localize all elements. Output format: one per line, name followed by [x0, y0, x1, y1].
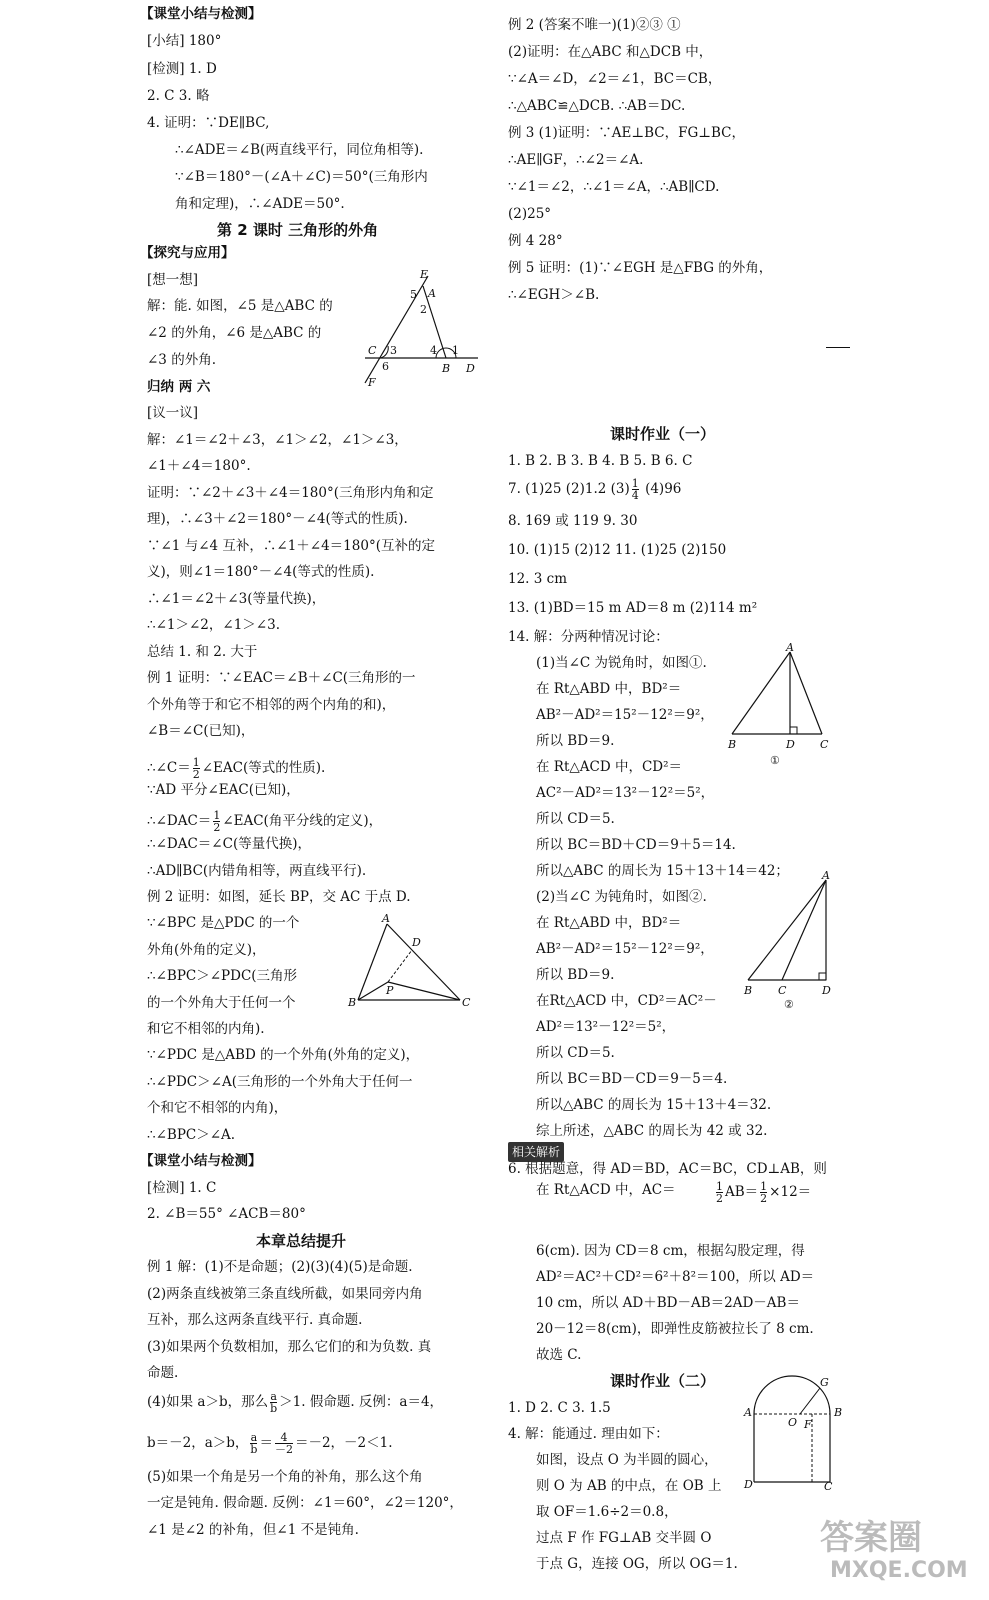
label-c: C	[778, 984, 787, 997]
text-line: 第 2 课时 三角形的外角	[217, 221, 379, 239]
figure-number-2: ②	[784, 998, 794, 1011]
text-span: ∴∠C＝	[147, 760, 191, 776]
text-line: 在 Rt△ABD 中，BD²＝	[536, 915, 682, 931]
text-line: 一定是钝角. 假命题. 反例：∠1＝60°，∠2＝120°，	[147, 1495, 463, 1511]
text-line-with-fraction	[147, 757, 325, 780]
text-span: ∴∠DAC＝	[147, 813, 212, 829]
label-e: E	[420, 268, 429, 281]
fraction: $\frac{a}{b}$	[270, 1390, 278, 1415]
text-line: 例 2 (答案不唯一)(1)②③ ①	[508, 17, 681, 33]
text-line: AB²－AD²＝15²－12²＝9²，	[536, 707, 714, 723]
text-line: 故选 C.	[536, 1347, 582, 1363]
label-2: 2	[420, 303, 427, 316]
text-span: ＝	[259, 1435, 273, 1451]
label-a: A	[744, 1406, 752, 1419]
text-line: 外角(外角的定义)，	[147, 942, 266, 958]
text-line: 则 O 为 AB 的中点，在 OB 上	[536, 1478, 722, 1494]
text-line: ∴△ABC≌△DCB. ∴AB＝DC.	[508, 98, 686, 114]
text-line: 所以 BC＝BD＋CD＝9＋5＝14.	[536, 837, 736, 853]
fraction: $\frac{a}{b}$	[250, 1431, 258, 1456]
figure-acute-triangle	[726, 642, 836, 772]
label-d: D	[412, 936, 421, 949]
text-line: 4. 证明：∵DE∥BC,	[147, 115, 270, 131]
text-line: (5)如果一个角是另一个角的补角，那么这个角	[147, 1469, 423, 1485]
text-span: (4)如果 a＞b，那么	[147, 1394, 269, 1410]
label-a: A	[786, 641, 794, 654]
text-span: (4)96	[640, 481, 682, 497]
text-line-with-fraction	[147, 1432, 393, 1455]
text-line: (2)证明：在△ABC 和△DCB 中，	[508, 44, 713, 60]
text-line: ∠B＝∠C(已知)，	[147, 723, 255, 739]
text-line: AD²＝AC²＋CD²＝6²＋8²＝100，所以 AD＝	[536, 1269, 815, 1285]
label-b: B	[442, 362, 451, 375]
text-line: 归纳 两 六	[147, 379, 211, 395]
text-line: 6(cm). 因为 CD＝8 cm，根据勾股定理，得	[536, 1243, 805, 1259]
text-line: 在 Rt△ACD 中，AC＝	[536, 1182, 676, 1198]
text-line: 2. ∠B＝55° ∠ACB＝80°	[147, 1206, 306, 1222]
text-line: ∵∠PDC 是△ABD 的一个外角(外角的定义)，	[147, 1047, 420, 1063]
text-line: ∴∠EGH＞∠B.	[508, 287, 600, 303]
text-line-with-fraction	[147, 810, 382, 833]
label-b: B	[744, 984, 753, 997]
text-span: ×12＝	[769, 1184, 812, 1200]
fraction: $\frac{4}{-2}$	[274, 1431, 293, 1456]
text-line: 理)，∴∠3＋∠2＝180°－∠4(等式的性质).	[147, 511, 408, 527]
label-1: 1	[452, 344, 459, 357]
text-line: 本章总结提升	[256, 1232, 347, 1250]
text-line: 【课堂小结与检测】	[140, 6, 262, 22]
text-line: 义)，则∠1＝180°－∠4(等式的性质).	[147, 564, 375, 580]
text-line: 2. C 3. 略	[147, 88, 210, 104]
section-badge: 相关解析	[508, 1142, 564, 1162]
text-line: 例 2 证明：如图，延长 BP，交 AC 于点 D.	[147, 889, 411, 905]
watermark-bottom: MXQE.COM	[830, 1558, 968, 1583]
text-line: 20－12＝8(cm)，即弹性皮筋被拉长了 8 cm.	[536, 1321, 814, 1337]
figure-obtuse-triangle	[740, 870, 840, 1010]
fraction: $\frac{1}{2}$	[716, 1180, 723, 1205]
label-3: 3	[390, 344, 397, 357]
label-g: G	[820, 1376, 829, 1389]
label-d: D	[822, 984, 831, 997]
label-d: D	[744, 1478, 753, 1491]
label-b: B	[834, 1406, 843, 1419]
text-line: 8. 169 或 119 9. 30	[508, 513, 638, 529]
text-line: 总结 1. 和 2. 大于	[147, 644, 258, 660]
text-line: 10 cm，所以 AD＋BD－AB＝2AD－AB＝	[536, 1295, 800, 1311]
text-line: 过点 F 作 FG⊥AB 交半圆 O	[536, 1530, 712, 1546]
text-line: (2)25°	[508, 206, 552, 222]
text-line: 1. D 2. C 3. 1.5	[508, 1400, 611, 1416]
text-line: 例 1 证明：∵∠EAC＝∠B＋∠C(三角形的一	[147, 670, 416, 686]
text-line: 和它不相邻的内角).	[147, 1021, 265, 1037]
text-line: 例 3 (1)证明：∵AE⊥BC，FG⊥BC，	[508, 125, 745, 141]
text-line: ∵∠1＝∠2，∴∠1＝∠A，∴AB∥CD.	[508, 179, 720, 195]
label-a: A	[822, 869, 830, 882]
label-5: 5	[410, 288, 417, 301]
text-span: AB＝	[725, 1184, 759, 1200]
text-line: 所以△ABC 的周长为 15＋13＋4＝32.	[536, 1097, 772, 1113]
text-line: [检测] 1. C	[147, 1180, 217, 1196]
fraction: $\frac{1}{4}$	[631, 477, 639, 502]
text-span: ∠EAC(等式的性质).	[201, 760, 326, 776]
figure-number-1: ①	[770, 754, 780, 767]
text-span: ＞1. 假命题. 反例：a＝4，	[279, 1394, 444, 1410]
text-line: (3)如果两个负数相加，那么它们的和为负数. 真	[147, 1339, 432, 1355]
label-d: D	[786, 738, 795, 751]
text-line: 的一个外角大于任何一个	[147, 995, 296, 1011]
q6-fraction-line	[714, 1181, 811, 1204]
text-line: 【探究与应用】	[140, 245, 235, 261]
text-line: 【课堂小结与检测】	[140, 1153, 262, 1169]
text-line: AD²＝13²－12²＝5²，	[536, 1019, 676, 1035]
text-line: 在 Rt△ACD 中，CD²＝	[536, 759, 683, 775]
text-line: 1. B 2. B 3. B 4. B 5. B 6. C	[508, 453, 693, 469]
text-line: 例 4 28°	[508, 233, 563, 249]
text-line: 角和定理)，∴∠ADE＝50°.	[175, 196, 345, 212]
text-line: 解：∠1＝∠2＋∠3，∠1＞∠2，∠1＞∠3，	[147, 432, 408, 448]
answer-line-7	[508, 478, 681, 501]
text-line: 例 1 解：(1)不是命题；(2)(3)(4)(5)是命题.	[147, 1259, 413, 1275]
text-line: ∠1＋∠4＝180°.	[147, 458, 251, 474]
text-line: 所以 BC＝BD－CD＝9－5＝4.	[536, 1071, 728, 1087]
label-d: D	[466, 362, 475, 375]
label-c: C	[820, 738, 829, 751]
text-line: 所以 BD＝9.	[536, 967, 615, 983]
text-line: ∴∠BPC＞∠A.	[147, 1127, 236, 1143]
text-line: 在 Rt△ABD 中，BD²＝	[536, 681, 682, 697]
text-line-with-fraction	[147, 781, 300, 799]
text-line: ∴∠PDC＞∠A(三角形的一个外角大于任何一	[147, 1074, 413, 1090]
text-line: AB²－AD²＝15²－12²＝9²，	[536, 941, 714, 957]
text-line: 命题.	[147, 1365, 179, 1381]
text-line: 10. (1)15 (2)12 11. (1)25 (2)150	[508, 542, 727, 558]
text-line: 如图，设点 O 为半圆的圆心，	[536, 1452, 718, 1468]
text-line: 4. 解：能通过. 理由如下：	[508, 1426, 669, 1442]
label-6: 6	[382, 360, 389, 373]
label-c: C	[824, 1480, 833, 1493]
text-line: ∴∠1＝∠2＋∠3(等量代换)，	[147, 591, 326, 607]
text-line: [议一议]	[147, 405, 199, 421]
text-line: ∴∠ADE＝∠B(两直线平行，同位角相等).	[175, 142, 424, 158]
divider-dash	[826, 347, 850, 348]
label-a: A	[382, 912, 390, 925]
exterior-angle-figure	[360, 268, 485, 388]
text-line: (2)当∠C 为钝角时，如图②.	[536, 889, 707, 905]
label-c: C	[368, 344, 377, 357]
text-span: ＝－2，－2＜1.	[294, 1435, 393, 1451]
text-line: (2)两条直线被第三条直线所截，如果同旁内角	[147, 1286, 423, 1302]
text-span: 7. (1)25 (2)1.2 (3)	[508, 481, 630, 497]
related-analysis-tag	[508, 1142, 564, 1162]
text-span: ∵AD 平分∠EAC(已知)，	[147, 782, 300, 798]
text-line: 个外角等于和它不相邻的两个内角的和)，	[147, 697, 396, 713]
label-f: F	[368, 376, 376, 389]
text-line: 13. (1)BD＝15 m AD＝8 m (2)114 m²	[508, 600, 758, 616]
text-line: 例 5 证明：(1)∵∠EGH 是△FBG 的外角，	[508, 260, 773, 276]
text-line: ∠2 的外角，∠6 是△ABC 的	[147, 325, 322, 341]
arch-figure	[740, 1372, 843, 1493]
text-line: 互补，那么这两条直线平行. 真命题.	[147, 1312, 363, 1328]
text-line-with-fraction	[147, 1391, 443, 1414]
text-line: ∠1 是∠2 的补角，但∠1 不是钝角.	[147, 1522, 359, 1538]
text-span: b＝－2，a＞b，	[147, 1435, 249, 1451]
fraction: $\frac{1}{2}$	[213, 809, 221, 834]
text-line: ∵∠BPC 是△PDC 的一个	[147, 915, 300, 931]
text-line: ∵∠1 与∠4 互补，∴∠1＋∠4＝180°(互补的定	[147, 538, 435, 554]
text-line: [想一想]	[147, 272, 199, 288]
text-line: 解：能. 如图，∠5 是△ABC 的	[147, 298, 333, 314]
text-line: 个和它不相邻的内角)，	[147, 1100, 288, 1116]
label-4: 4	[430, 344, 437, 357]
text-line: 所以 CD＝5.	[536, 811, 615, 827]
label-b: B	[348, 996, 357, 1009]
text-line: ∵∠B＝180°－(∠A＋∠C)＝50°(三角形内	[175, 169, 428, 185]
text-line: 所以△ABC 的周长为 15＋13＋14＝42；	[536, 863, 789, 879]
fraction: $\frac{1}{2}$	[192, 756, 200, 781]
text-line: 综上所述，△ABC 的周长为 42 或 32.	[536, 1123, 768, 1139]
text-line: [检测] 1. D	[147, 61, 217, 77]
fraction: $\frac{1}{2}$	[760, 1180, 768, 1205]
text-line: ∴∠BPC＞∠PDC(三角形	[147, 968, 298, 984]
label-o: O	[788, 1416, 798, 1429]
text-line: 所以 BD＝9.	[536, 733, 615, 749]
text-line: 14. 解：分两种情况讨论：	[508, 629, 669, 645]
label-f: F	[804, 1418, 812, 1431]
text-line: ∴AE∥GF，∴∠2＝∠A.	[508, 152, 644, 168]
text-line: 12. 3 cm	[508, 571, 568, 587]
text-line: [小结] 180°	[147, 33, 222, 49]
text-line: ∴∠DAC＝∠C(等量代换)，	[147, 836, 311, 852]
q6-first-line: 6. 根据题意，得 AD＝BD，AC＝BC，CD⊥AB，则	[508, 1161, 827, 1177]
label-b: B	[728, 738, 737, 751]
text-line: ∴∠1＞∠2，∠1＞∠3.	[147, 617, 280, 633]
bpc-triangle-figure	[342, 912, 472, 1012]
text-line: 于点 G，连接 OG，所以 OG＝1.	[536, 1556, 738, 1572]
text-line: 在Rt△ACD 中，CD²＝AC²－	[536, 993, 717, 1009]
watermark-top: 答案圈	[820, 1518, 922, 1558]
text-line: 所以 CD＝5.	[536, 1045, 615, 1061]
text-line: 证明：∵∠2＋∠3＋∠4＝180°(三角形内角和定	[147, 485, 434, 501]
text-span: ∠EAC(角平分线的定义)，	[222, 813, 383, 829]
text-line: 课时作业（一）	[610, 425, 716, 443]
label-c: C	[462, 996, 471, 1009]
text-line: AC²－AD²＝13²－12²＝5²，	[536, 785, 715, 801]
text-line: 取 OF＝1.6÷2＝0.8，	[536, 1504, 678, 1520]
text-line: (1)当∠C 为锐角时，如图①.	[536, 655, 707, 671]
label-a: A	[428, 287, 436, 300]
text-line: ∠3 的外角.	[147, 352, 216, 368]
text-line: ∵∠A＝∠D，∠2＝∠1，BC＝CB，	[508, 71, 722, 87]
text-line: ∴AD∥BC(内错角相等，两直线平行).	[147, 863, 367, 879]
label-p: P	[386, 984, 394, 997]
text-line: 课时作业（二）	[610, 1372, 716, 1390]
